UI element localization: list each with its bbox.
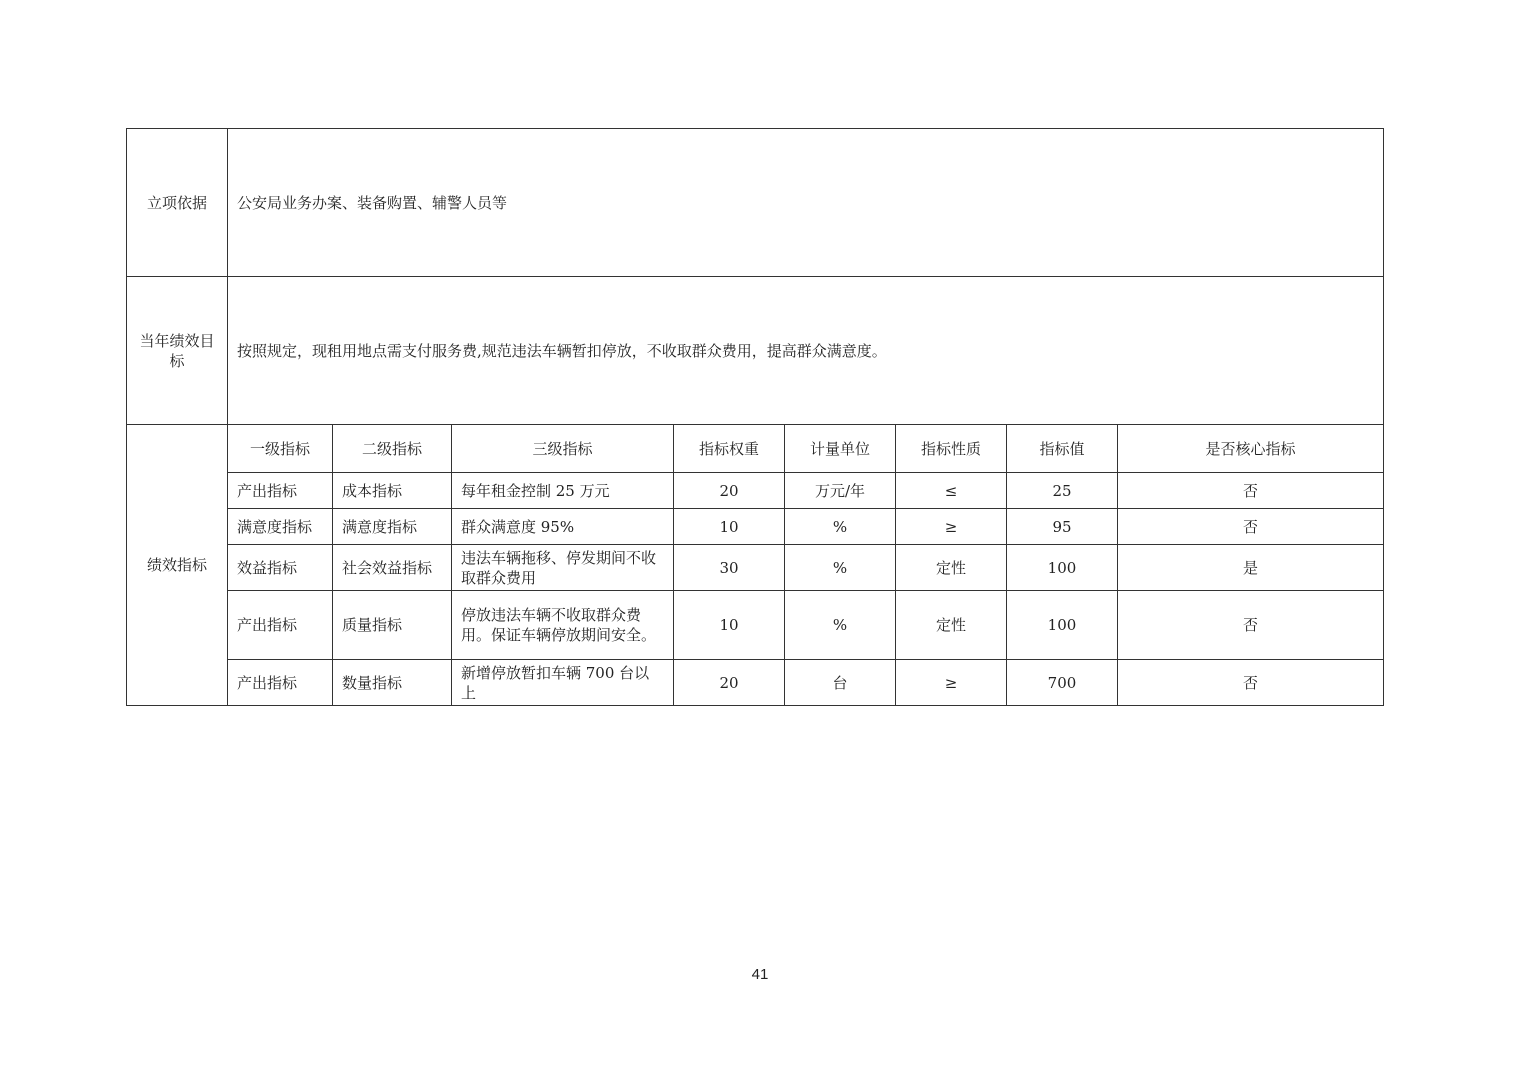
level1-cell: 产出指标 <box>228 473 333 509</box>
value-cell: 700 <box>1007 660 1118 706</box>
value-cell: 100 <box>1007 545 1118 591</box>
table-row <box>127 545 1384 591</box>
value-cell: 95 <box>1007 509 1118 545</box>
goal-label: 当年绩效目标 <box>127 277 228 425</box>
level1-cell: 产出指标 <box>228 660 333 706</box>
goal-content: 按照规定，现租用地点需支付服务费,规范违法车辆暂扣停放，不收取群众费用，提高群众满意度。 <box>228 277 1384 425</box>
level1-cell: 效益指标 <box>228 545 333 591</box>
core-cell: 否 <box>1118 473 1384 509</box>
level2-cell: 数量指标 <box>333 660 452 706</box>
header-level1: 一级指标 <box>228 425 333 473</box>
level3-cell: 停放违法车辆不收取群众费用。保证车辆停放期间安全。 <box>452 591 674 660</box>
level1-cell: 产出指标 <box>228 591 333 660</box>
basis-label: 立项依据 <box>127 129 228 277</box>
unit-cell: 万元/年 <box>785 473 896 509</box>
level2-cell: 成本指标 <box>333 473 452 509</box>
nature-cell: 定性 <box>896 591 1007 660</box>
header-nature: 指标性质 <box>896 425 1007 473</box>
core-cell: 否 <box>1118 591 1384 660</box>
performance-table <box>126 128 1384 706</box>
header-unit: 计量单位 <box>785 425 896 473</box>
level2-cell: 质量指标 <box>333 591 452 660</box>
header-weight: 指标权重 <box>674 425 785 473</box>
nature-cell: ≥ <box>896 660 1007 706</box>
nature-cell: ≥ <box>896 509 1007 545</box>
level1-cell: 满意度指标 <box>228 509 333 545</box>
core-cell: 否 <box>1118 660 1384 706</box>
basis-row <box>127 129 1384 277</box>
level2-cell: 满意度指标 <box>333 509 452 545</box>
level2-cell: 社会效益指标 <box>333 545 452 591</box>
indicators-label: 绩效指标 <box>127 425 228 706</box>
nature-cell: ≤ <box>896 473 1007 509</box>
unit-cell: 台 <box>785 660 896 706</box>
header-level2: 二级指标 <box>333 425 452 473</box>
header-value: 指标值 <box>1007 425 1118 473</box>
unit-cell: % <box>785 509 896 545</box>
unit-cell: % <box>785 591 896 660</box>
table-row <box>127 660 1384 706</box>
weight-cell: 10 <box>674 591 785 660</box>
level3-cell: 群众满意度 95% <box>452 509 674 545</box>
value-cell: 25 <box>1007 473 1118 509</box>
goal-row <box>127 277 1384 425</box>
unit-cell: % <box>785 545 896 591</box>
core-cell: 否 <box>1118 509 1384 545</box>
level3-cell: 新增停放暂扣车辆 700 台以上 <box>452 660 674 706</box>
page-number: 41 <box>751 966 769 983</box>
table-row <box>127 509 1384 545</box>
weight-cell: 10 <box>674 509 785 545</box>
weight-cell: 30 <box>674 545 785 591</box>
core-cell: 是 <box>1118 545 1384 591</box>
level3-cell: 每年租金控制 25 万元 <box>452 473 674 509</box>
table-row <box>127 473 1384 509</box>
weight-cell: 20 <box>674 660 785 706</box>
indicator-header-row <box>127 425 1384 473</box>
header-core: 是否核心指标 <box>1118 425 1384 473</box>
basis-content: 公安局业务办案、装备购置、辅警人员等 <box>228 129 1384 277</box>
weight-cell: 20 <box>674 473 785 509</box>
table-row <box>127 591 1384 660</box>
value-cell: 100 <box>1007 591 1118 660</box>
level3-cell: 违法车辆拖移、停发期间不收取群众费用 <box>452 545 674 591</box>
nature-cell: 定性 <box>896 545 1007 591</box>
header-level3: 三级指标 <box>452 425 674 473</box>
